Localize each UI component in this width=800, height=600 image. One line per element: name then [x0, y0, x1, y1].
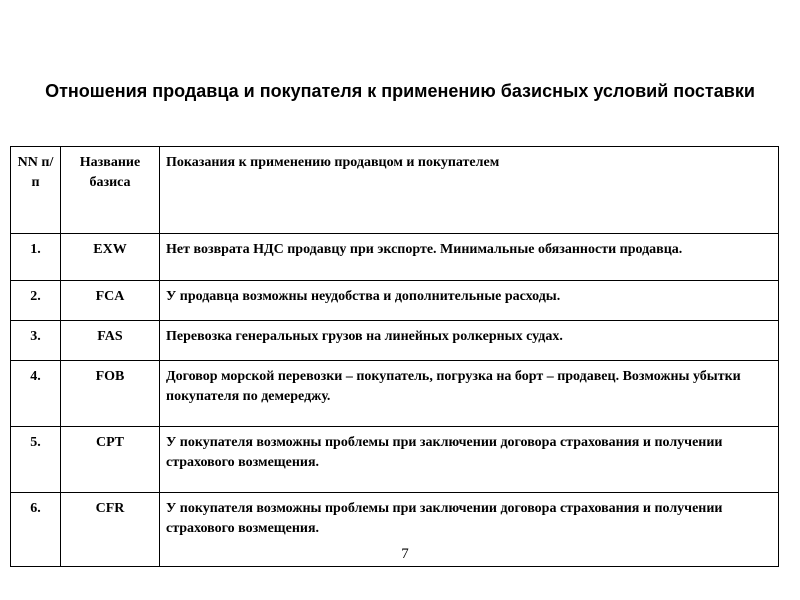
page-number: 7 [401, 546, 409, 562]
incoterms-table [10, 146, 779, 567]
table-row [11, 234, 779, 281]
row-num: 3. [11, 321, 61, 361]
header-basis: Название базиса [61, 147, 160, 234]
table-header-row [11, 147, 779, 234]
header-desc: Показания к применению продавцом и покупателем [160, 147, 779, 234]
row-basis: CFR [61, 493, 160, 567]
row-basis: EXW [61, 234, 160, 281]
header-num: NN п/п [11, 147, 61, 234]
row-num: 5. [11, 427, 61, 493]
row-num: 4. [11, 361, 61, 427]
row-desc: У покупателя возможны проблемы при заключении договора страхования и получении страхового возмещения. [160, 493, 779, 567]
row-num: 2. [11, 281, 61, 321]
table-row [11, 361, 779, 427]
row-basis: FCA [61, 281, 160, 321]
page-title: Отношения продавца и покупателя к применению базисных условий поставки [45, 81, 755, 101]
row-basis: CPT [61, 427, 160, 493]
row-desc: Перевозка генеральных грузов на линейных ролкерных судах. [160, 321, 779, 361]
table-row [11, 427, 779, 493]
table-row [11, 281, 779, 321]
row-num: 1. [11, 234, 61, 281]
row-desc: Нет возврата НДС продавцу при экспорте. Минимальные обязанности продавца. [160, 234, 779, 281]
row-num: 6. [11, 493, 61, 567]
row-basis: FOB [61, 361, 160, 427]
table-row [11, 321, 779, 361]
row-desc: У покупателя возможны проблемы при заключении договора страхования и получении страхового возмещения. [160, 427, 779, 493]
row-desc: У продавца возможны неудобства и дополнительные расходы. [160, 281, 779, 321]
row-basis: FAS [61, 321, 160, 361]
row-desc: Договор морской перевозки – покупатель, погрузка на борт – продавец. Возможны убытки покупателя по демереджу. [160, 361, 779, 427]
